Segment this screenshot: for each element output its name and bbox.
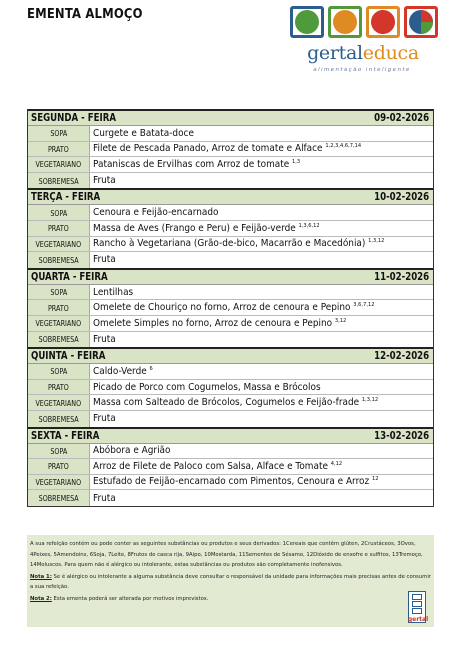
menu-row	[28, 411, 433, 427]
logo-square-orange-icon	[366, 6, 400, 38]
day-block	[28, 188, 433, 267]
dish-name: Rancho à Vegetariana (Grão-de-bico, Macarrão e Macedónia) $^{1,3,12}$	[93, 238, 385, 250]
course-label: PRATO	[28, 300, 90, 315]
page-title: EMENTA ALMOÇO	[27, 6, 143, 22]
note-1: Nota 1: Se é alérgico ou intolerante a alguma substância deve consultar o responsável da unidade para informações mais precisas antes de consumir a sua refeição.	[30, 573, 431, 590]
dish-name: Pataniscas de Ervilhas com Arroz de tomate $^{1,3}$	[93, 158, 301, 171]
course-label: PRATO	[28, 142, 90, 157]
course-label: SOPA	[28, 364, 90, 379]
day-date: 09-02-2026	[373, 112, 429, 124]
menu-row	[28, 459, 433, 475]
day-block	[28, 268, 433, 347]
dish-name: Cenoura e Feijão-encarnado	[93, 207, 219, 219]
allergens-note: A sua refeição contém ou pode conter as seguintes substâncias ou produtos e seus derivados: 1Cereais que contêm glúten, 2Crustáceos, 3Ovos, 4Peixes, 5Amendoins, 6Soja, 7Leite, 8Frutos de casca rija, 9Aipo, 10Mostarda, 11Sementes de Sésamo, 12Dióxido de enxofre e sulfitos, 13Tremoço, 14Moluscos. Para quem não é alérgico ou intolerante, estas substâncias ou produtos são completamente inofensivos.	[30, 541, 423, 568]
logo-square-blue-icon	[290, 6, 324, 38]
day-header	[28, 270, 433, 285]
menu-row	[28, 364, 433, 380]
dish-name: Fruta	[93, 333, 116, 345]
day-name: SEXTA - FEIRA	[31, 429, 100, 442]
course-label: SOPA	[28, 444, 90, 459]
allergen-codes: 3,12	[334, 317, 347, 324]
dish-name: Fruta	[93, 413, 116, 425]
weekly-menu-table	[27, 109, 434, 507]
menu-row	[28, 205, 433, 221]
course-label: VEGETARIANO	[28, 237, 90, 252]
menu-row	[28, 316, 433, 332]
menu-row	[28, 300, 433, 316]
gertaleduca-logo	[286, 4, 438, 78]
dish-name: Fruta	[93, 175, 116, 187]
menu-row	[28, 380, 433, 396]
course-label: VEGETARIANO	[28, 157, 90, 172]
day-block	[28, 109, 433, 188]
day-block	[28, 427, 433, 506]
course-label: PRATO	[28, 459, 90, 474]
day-date: 12-02-2026	[373, 350, 429, 363]
day-name: QUARTA - FEIRA	[31, 270, 108, 283]
note-2: Nota 2: Esta ementa poderá ser alterada por motivos imprevistos.	[30, 595, 209, 602]
dish-name: Fruta	[93, 254, 116, 266]
allergen-codes: 1,3,6,12	[298, 222, 320, 229]
dish-name: Omelete Simples no forno, Arroz de cenoura e Pepino $^{3,12}$	[93, 317, 347, 329]
allergen-codes: 6	[149, 365, 153, 372]
menu-row	[28, 395, 433, 411]
allergen-codes: 1,3	[292, 158, 301, 165]
logo-square-green-icon	[328, 6, 362, 38]
dish-name: Massa de Aves (Frango e Peru) e Feijão-verde $^{1,3,6,12}$	[93, 222, 320, 234]
day-header	[28, 190, 433, 205]
menu-row	[28, 490, 433, 506]
course-label: SOPA	[28, 205, 90, 220]
allergen-codes: 3,6,7,12	[353, 302, 375, 309]
course-label: SOPA	[28, 126, 90, 141]
dish-name: Curgete e Batata-doce	[93, 127, 194, 139]
menu-row	[28, 475, 433, 491]
course-label: VEGETARIANO	[28, 475, 90, 490]
dish-name: Picado de Porco com Cogumelos, Massa e Brócolos	[93, 381, 321, 393]
dish-name: Arroz de Filete de Paloco com Salsa, Alface e Tomate $^{4,12}$	[93, 460, 343, 472]
dish-name: Filete de Pescada Panado, Arroz de tomate e Alface $^{1,2,3,4,6,7,14}$	[93, 143, 362, 155]
dish-name: Omelete de Chouriço no forno, Arroz de cenoura e Pepino $^{3,6,7,12}$	[93, 302, 375, 314]
allergen-codes: 1,3,12	[368, 238, 385, 245]
menu-row	[28, 126, 433, 142]
menu-row	[28, 221, 433, 237]
menu-row	[28, 252, 433, 268]
dish-name: Estufado de Feijão-encarnado com Pimentos, Cenoura e Arroz $^{12}$	[93, 476, 379, 488]
logo-tagline: alimentação inteligente	[313, 67, 411, 73]
day-header	[28, 349, 433, 364]
day-block	[28, 347, 433, 426]
menu-row	[28, 332, 433, 348]
gertal-mini-logo-icon: gertal	[408, 591, 426, 623]
footer-notes	[27, 535, 434, 627]
day-date: 11-02-2026	[373, 270, 429, 283]
dish-name: Lentilhas	[93, 286, 134, 298]
course-label: PRATO	[28, 221, 90, 236]
day-date: 10-02-2026	[373, 191, 429, 204]
day-name: QUINTA - FEIRA	[31, 350, 106, 363]
day-name: TERÇA - FEIRA	[31, 191, 101, 204]
course-label: PRATO	[28, 380, 90, 395]
logo-wordmark: gertaleduca	[307, 42, 419, 64]
dish-name: Abóbora e Agrião	[93, 445, 171, 457]
allergen-codes: 1,3,12	[361, 397, 379, 404]
logo-square-red-icon	[404, 6, 438, 38]
menu-row	[28, 285, 433, 301]
dish-name: Fruta	[93, 492, 116, 504]
course-label: SOBREMESA	[28, 490, 90, 506]
day-header	[28, 429, 433, 444]
menu-row	[28, 142, 433, 158]
allergen-codes: 4,12	[330, 460, 343, 467]
course-label: SOBREMESA	[28, 173, 90, 189]
menu-row	[28, 237, 433, 253]
course-label: SOBREMESA	[28, 411, 90, 427]
allergen-codes: 12	[371, 476, 379, 483]
allergen-codes: 1,2,3,4,6,7,14	[325, 143, 362, 150]
menu-row	[28, 173, 433, 189]
course-label: SOBREMESA	[28, 252, 90, 268]
course-label: VEGETARIANO	[28, 395, 90, 410]
course-label: SOPA	[28, 285, 90, 300]
dish-name: Massa com Salteado de Brócolos, Cogumelos e Feijão-frade $^{1,3,12}$	[93, 397, 379, 409]
day-name: SEGUNDA - FEIRA	[31, 112, 116, 124]
day-date: 13-02-2026	[373, 429, 429, 442]
menu-row	[28, 157, 433, 173]
menu-row	[28, 444, 433, 460]
dish-name: Caldo-Verde $^6$	[93, 365, 153, 378]
day-header	[28, 111, 433, 126]
course-label: SOBREMESA	[28, 332, 90, 348]
course-label: VEGETARIANO	[28, 316, 90, 331]
